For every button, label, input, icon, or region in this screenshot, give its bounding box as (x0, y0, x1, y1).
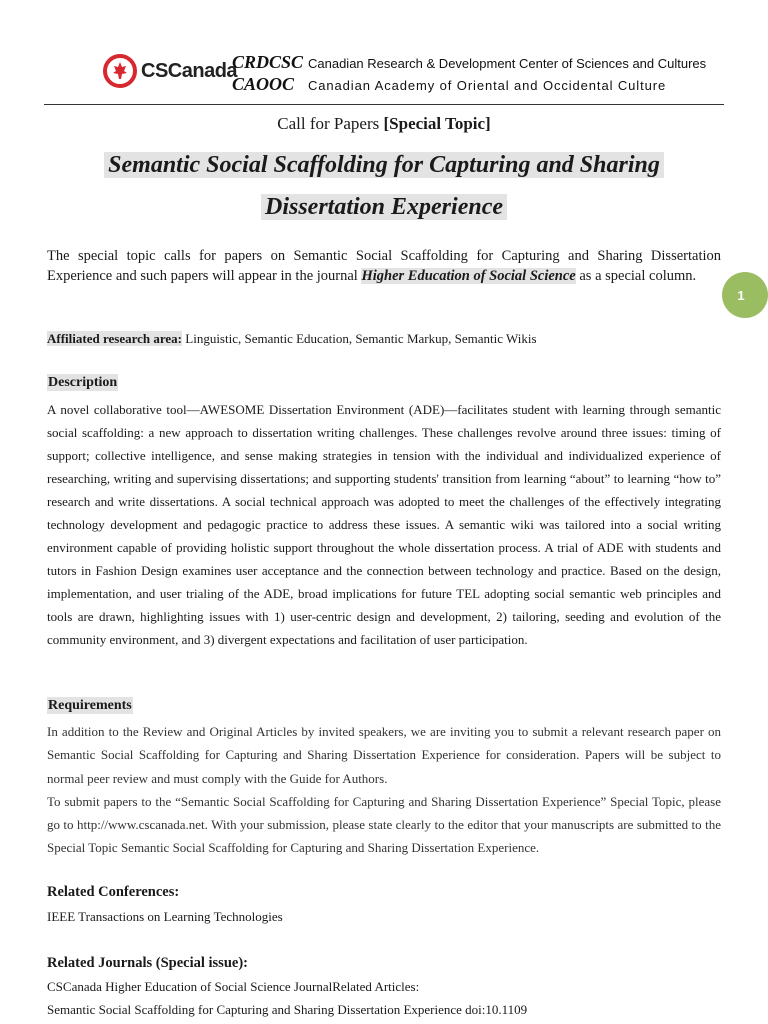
org-abbreviation: CAOOC (232, 74, 295, 94)
journal-name: Higher Education of Social Science (361, 268, 576, 284)
page-number-badge (722, 272, 768, 318)
org-full-name: Canadian Research & Development Center of Sciences and Cultures (308, 56, 707, 71)
requirements-paragraph-2: To submit papers to the “Semantic Social Scaffolding for Capturing and Sharing Dissertation Experience” Special Topic, please go to http://www.cscanada.net. With your submission, please state clearly to the editor that your manuscripts are submitted to the Special Topic Semantic Social Scaffolding for Capturing and Sharing Dissertation Experience. (47, 793, 721, 856)
page-title (0, 144, 768, 228)
requirements-paragraph-1: In addition to the Review and Original Articles by invited speakers, we are inviting you to submit a relevant research paper on Semantic Social Scaffolding for Capturing and Sharing Dissertation Experience for consideration. Papers will be subject to normal peer review and must comply with the Guide for Authors. (47, 724, 721, 786)
intro-text-after: as a special column. (575, 268, 697, 284)
intro-text-before: The special topic calls for papers on Semantic Social Scaffolding for Capturing and Sharing Dissertation Experience and such papers will appear in the journal (47, 248, 721, 284)
logo-text: CSCanada (141, 59, 238, 82)
related-conference-item: IEEE Transactions on Learning Technologies (47, 909, 283, 924)
call-for-papers-line (0, 114, 768, 134)
related-journal-item: CSCanada Higher Education of Social Science JournalRelated Articles: (47, 979, 420, 994)
title-line-2: Dissertation Experience (261, 194, 507, 220)
title-line-1: Semantic Social Scaffolding for Capturing and Sharing (104, 152, 664, 178)
affiliated-value: Linguistic, Semantic Education, Semantic Markup, Semantic Wikis (182, 331, 537, 346)
header-divider (44, 104, 724, 105)
intro-paragraph (47, 246, 721, 286)
description-heading-text: Description (48, 375, 118, 390)
related-journals-heading: Related Journals (Special issue): (47, 955, 248, 971)
requirements-heading-text: Requirements (48, 698, 132, 713)
organization-names (232, 52, 706, 96)
requirements-text (47, 720, 721, 860)
cscanada-logo (103, 54, 237, 88)
requirements-heading (47, 698, 133, 714)
description-heading (47, 375, 118, 391)
cfp-prefix: Call for Papers (277, 114, 384, 133)
related-conferences-heading: Related Conferences: (47, 884, 180, 900)
description-text: A novel collaborative tool—AWESOME Dissertation Environment (ADE)—facilitates student with learning through semantic social scaffolding: a new approach to dissertation writing challenges. These challenges revolve around three issues: timing of support; collective intelligence, and sense making strategies in tension with the individual and individualized experience of researching, writing and supervising dissertations; and supporting students' transition from learning “about” to learning “how to” research and write dissertations. A social technical approach was adopted to meet the challenges of the effectively integrating technology development and pedagogic practice to address these issues. A semantic wiki was tailored into a social writing environment capable of providing holistic support throughout the whole dissertation process. A trial of ADE with students and tutors in Fashion Design examines user acceptance and the connection between technology and practice. Based on the design, implementation, and user trialing of the ADE, broad implications for future TEL adopting social semantic web principles and tools are drawn, highlighting issues with 1) user-centric design and development, 2) tailoring, seeding and evolution of the community environment, and 3) divergent expectations and facilitation of user participation. (47, 402, 721, 647)
cfp-topic: [Special Topic] (383, 114, 491, 133)
affiliated-label: Affiliated research area: (47, 331, 183, 346)
affiliated-research-area (47, 331, 721, 347)
related-journal-item: Semantic Social Scaffolding for Capturing and Sharing Dissertation Experience doi:10.1109 (47, 1002, 528, 1017)
document-header (0, 0, 768, 105)
maple-leaf-logo-icon (103, 54, 137, 88)
org-row-crdcsc (232, 52, 706, 74)
org-abbreviation: CRDCSC (232, 52, 304, 72)
page-number: 1 (737, 287, 745, 303)
org-row-caooc (232, 74, 706, 96)
org-full-name: Canadian Academy of Oriental and Occidental Culture (308, 78, 667, 93)
